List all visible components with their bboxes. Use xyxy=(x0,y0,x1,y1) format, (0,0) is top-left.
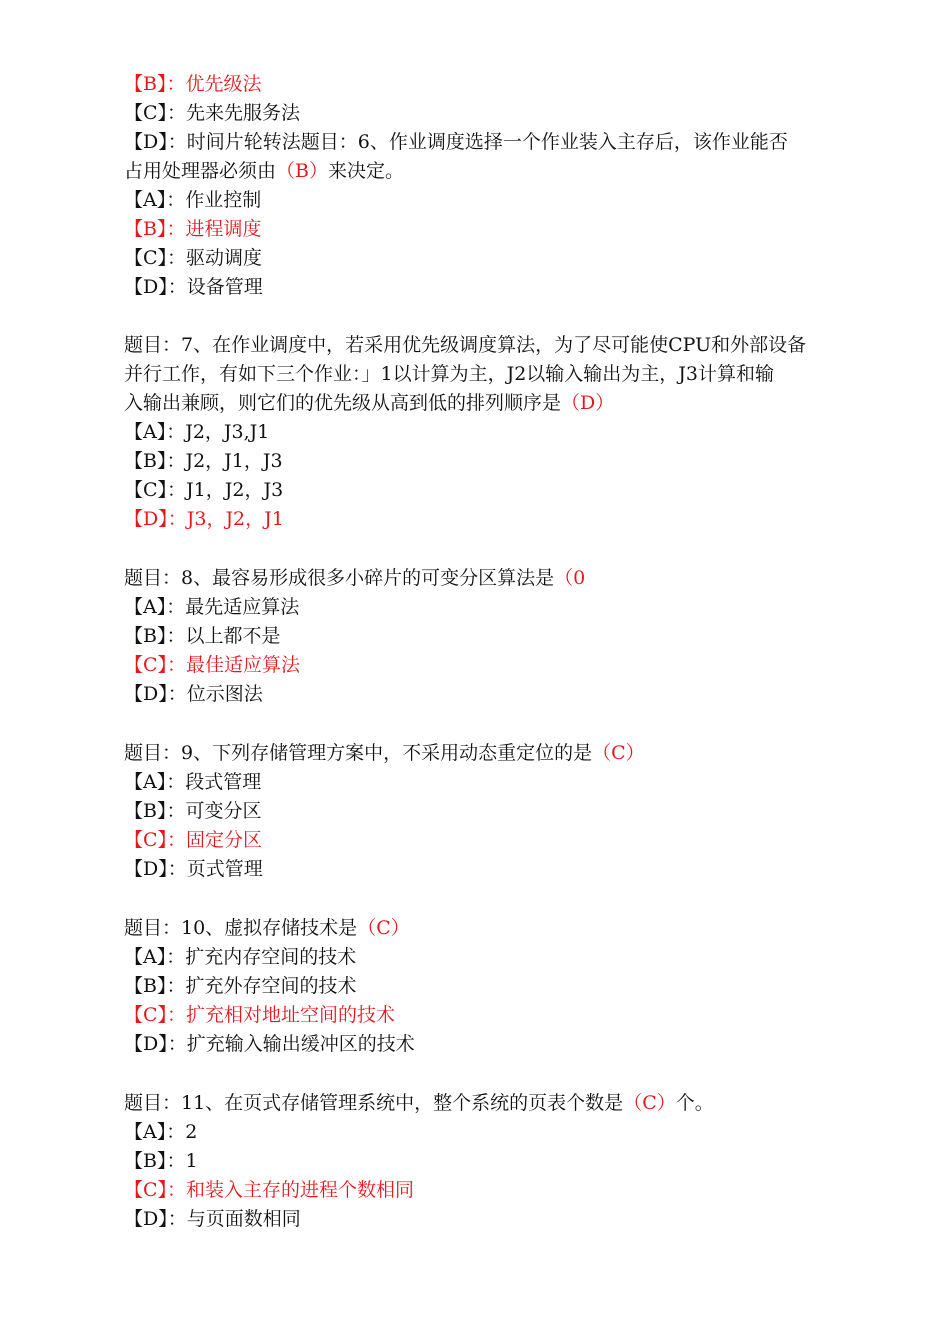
question-6-text: 占用处理器必须由 xyxy=(124,160,277,182)
question-11-text-end: 个。 xyxy=(675,1092,714,1114)
question-9-answer: （C） xyxy=(592,742,645,764)
q6-option-d: 【D】：设备管理 xyxy=(124,276,263,298)
question-7-text: 入输出兼顾，则它们的优先级从高到低的排列顺序是 xyxy=(124,392,562,414)
q11-option-b: 【B】：1 xyxy=(124,1150,198,1172)
q9-option-c-correct: 【C】：固定分区 xyxy=(124,829,263,851)
q11-option-c-correct: 【C】：和装入主存的进程个数相同 xyxy=(124,1179,415,1201)
question-6-answer: （B） xyxy=(276,160,328,182)
q7-option-c: 【C】：J1，J2，J3 xyxy=(124,479,284,501)
question-8-text: 题目：8、最容易形成很多小碎片的可变分区算法是 xyxy=(124,567,555,589)
q7-option-d-correct: 【D】：J3，J2，J1 xyxy=(124,508,284,530)
q10-option-c-correct: 【C】：扩充相对地址空间的技术 xyxy=(124,1004,396,1026)
question-11 xyxy=(124,1089,864,1118)
question-6-line-2 xyxy=(124,157,864,186)
q8-option-a: 【A】：最先适应算法 xyxy=(124,596,300,618)
q8-option-b: 【B】：以上都不是 xyxy=(124,625,281,647)
question-9-text: 题目：9、下列存储管理方案中，不采用动态重定位的是 xyxy=(124,742,593,764)
question-8 xyxy=(124,564,864,593)
question-10-answer: （C） xyxy=(357,917,410,939)
question-7-line-3 xyxy=(124,389,864,418)
option-c: 【C】：先来先服务法 xyxy=(124,102,301,124)
q9-option-d: 【D】：页式管理 xyxy=(124,858,263,880)
q6-option-b-correct: 【B】：进程调度 xyxy=(124,218,262,240)
q6-option-c: 【C】：驱动调度 xyxy=(124,247,263,269)
question-7-answer: （D） xyxy=(561,392,615,414)
q11-option-a: 【A】：2 xyxy=(124,1121,198,1143)
option-b-correct: 【B】：优先级法 xyxy=(124,73,262,95)
question-6-text-end: 来决定。 xyxy=(327,160,404,182)
q9-option-b: 【B】：可变分区 xyxy=(124,800,262,822)
q6-option-a: 【A】：作业控制 xyxy=(124,189,262,211)
option-d-question-6-line-1: 【D】：时间片轮转法题目：6、作业调度选择一个作业装入主存后，该作业能否 xyxy=(124,131,788,153)
q10-option-a: 【A】：扩充内存空间的技术 xyxy=(124,946,357,968)
q10-option-d: 【D】：扩充输入输出缓冲区的技术 xyxy=(124,1033,415,1055)
q7-option-a: 【A】：J2，J3,J1 xyxy=(124,421,270,443)
q7-option-b: 【B】：J2，J1，J3 xyxy=(124,450,283,472)
question-10-text: 题目：10、虚拟存储技术是 xyxy=(124,917,358,939)
q8-option-c-correct: 【C】：最佳适应算法 xyxy=(124,654,301,676)
q11-option-d: 【D】：与页面数相同 xyxy=(124,1208,301,1230)
q8-option-d: 【D】：位示图法 xyxy=(124,683,263,705)
question-11-text: 题目：11、在页式存储管理系统中，整个系统的页表个数是 xyxy=(124,1092,624,1114)
question-8-answer: （0 xyxy=(554,567,586,589)
question-7-line-1: 题目：7、在作业调度中，若采用优先级调度算法，为了尽可能使CPU和外部设备 xyxy=(124,334,807,356)
question-7-line-2: 并行工作，有如下三个作业：」1以计算为主，J2以输入输出为主，J3计算和输 xyxy=(124,363,775,385)
question-11-answer: （C） xyxy=(623,1092,676,1114)
question-9 xyxy=(124,739,864,768)
q9-option-a: 【A】：段式管理 xyxy=(124,771,262,793)
q10-option-b: 【B】：扩充外存空间的技术 xyxy=(124,975,357,997)
question-10 xyxy=(124,914,864,943)
document-page xyxy=(124,70,864,1234)
